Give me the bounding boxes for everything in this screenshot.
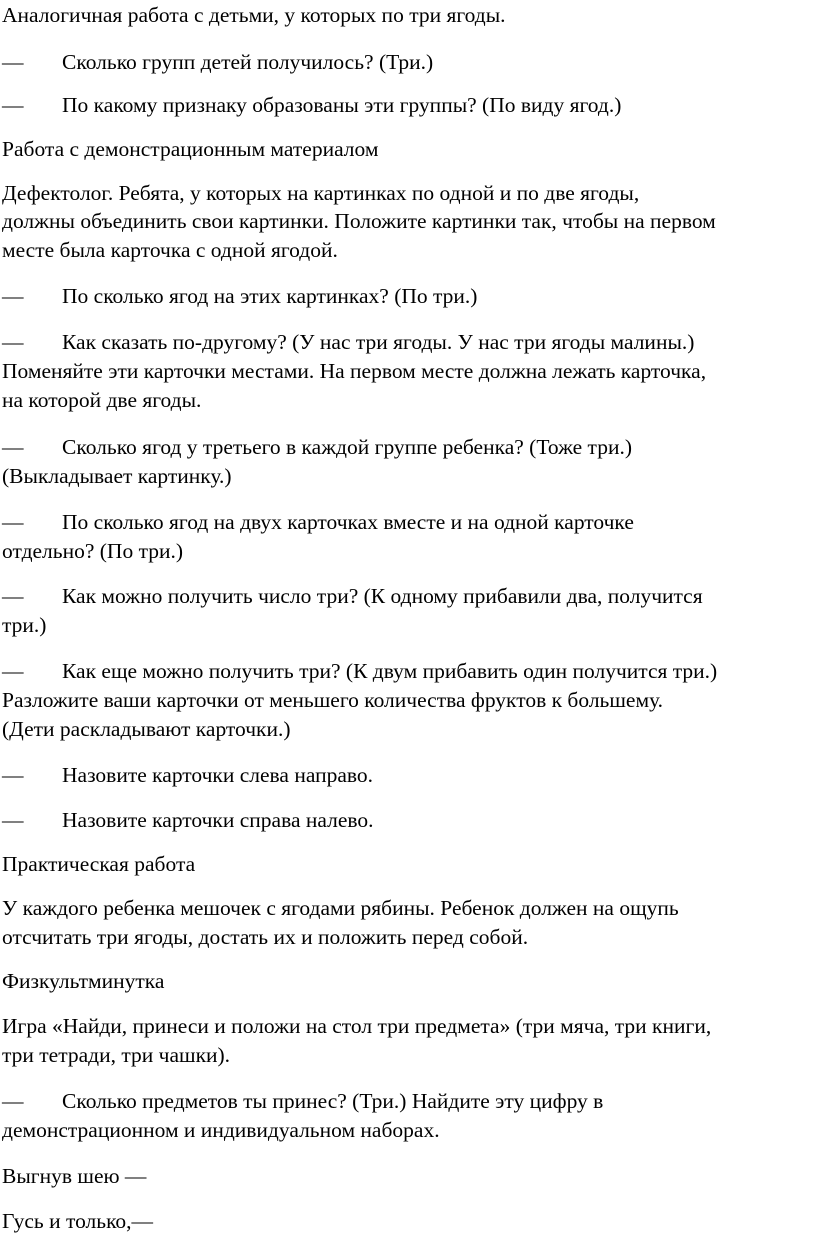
dialogue-dash: — [2, 330, 24, 354]
paragraph-line: три.) [2, 613, 47, 637]
paragraph-line: Как еще можно получить три? (К двум прибавить один получится три.) [62, 659, 718, 683]
paragraph-line: должны объединить свои картинки. Положите картинки так, чтобы на первом [2, 209, 716, 233]
paragraph-line: Как сказать по-другому? (У нас три ягоды. У нас три ягоды малины.) [62, 330, 695, 354]
paragraph-line: отдельно? (По три.) [2, 539, 184, 563]
paragraph-line: Сколько групп детей получилось? (Три.) [62, 50, 434, 74]
paragraph-line: Сколько предметов ты принес? (Три.) Найдите эту цифру в [62, 1089, 604, 1113]
paragraph-line: три тетради, три чашки). [2, 1043, 231, 1067]
dialogue-dash: — [2, 659, 24, 683]
poem-line: Выгнув шею — [2, 1164, 147, 1188]
paragraph-line: Разложите ваши карточки от меньшего количества фруктов к большему. [2, 688, 664, 712]
dialogue-dash: — [2, 50, 24, 74]
poem-line: Гусь и только,— [2, 1209, 154, 1233]
paragraph-line: (Дети раскладывают карточки.) [2, 717, 291, 741]
section-heading: Физкультминутка [2, 969, 165, 993]
paragraph-line: Дефектолог. Ребята, у которых на картинках по одной и по две ягоды, [2, 181, 640, 205]
paragraph-line: отсчитать три ягоды, достать их и положить перед собой. [2, 925, 529, 949]
paragraph-line: на которой две ягоды. [2, 388, 202, 412]
paragraph-line: демонстрационном и индивидуальном наборах. [2, 1118, 440, 1142]
dialogue-dash: — [2, 284, 24, 308]
dialogue-dash: — [2, 93, 24, 117]
dialogue-dash: — [2, 1089, 24, 1113]
paragraph-line: По какому признаку образованы эти группы? (По виду ягод.) [62, 93, 622, 117]
paragraph-line: Поменяйте эти карточки местами. На первом месте должна лежать карточка, [2, 359, 707, 383]
section-heading: Работа с демонстрационным материалом [2, 137, 379, 161]
paragraph-line: (Выкладывает картинку.) [2, 464, 232, 488]
dialogue-dash: — [2, 435, 24, 459]
paragraph-line: месте была карточка с одной ягодой. [2, 238, 338, 262]
section-heading: Практическая работа [2, 852, 196, 876]
paragraph-line: Как можно получить число три? (К одному прибавили два, получится [62, 584, 703, 608]
paragraph-line: Игра «Найди, принеси и положи на стол три предмета» (три мяча, три книги, [2, 1014, 712, 1038]
paragraph-line: Аналогичная работа с детьми, у которых по три ягоды. [2, 3, 506, 27]
dialogue-dash: — [2, 808, 24, 832]
dialogue-dash: — [2, 510, 24, 534]
dialogue-dash: — [2, 763, 24, 787]
paragraph-line: Назовите карточки справа налево. [62, 808, 374, 832]
paragraph-line: По сколько ягод на этих картинках? (По три.) [62, 284, 478, 308]
dialogue-dash: — [2, 584, 24, 608]
paragraph-line: Назовите карточки слева направо. [62, 763, 374, 787]
paragraph-line: Сколько ягод у третьего в каждой группе ребенка? (Тоже три.) [62, 435, 633, 459]
paragraph-line: У каждого ребенка мешочек с ягодами рябины. Ребенок должен на ощупь [2, 896, 679, 920]
paragraph-line: По сколько ягод на двух карточках вместе и на одной карточке [62, 510, 634, 534]
